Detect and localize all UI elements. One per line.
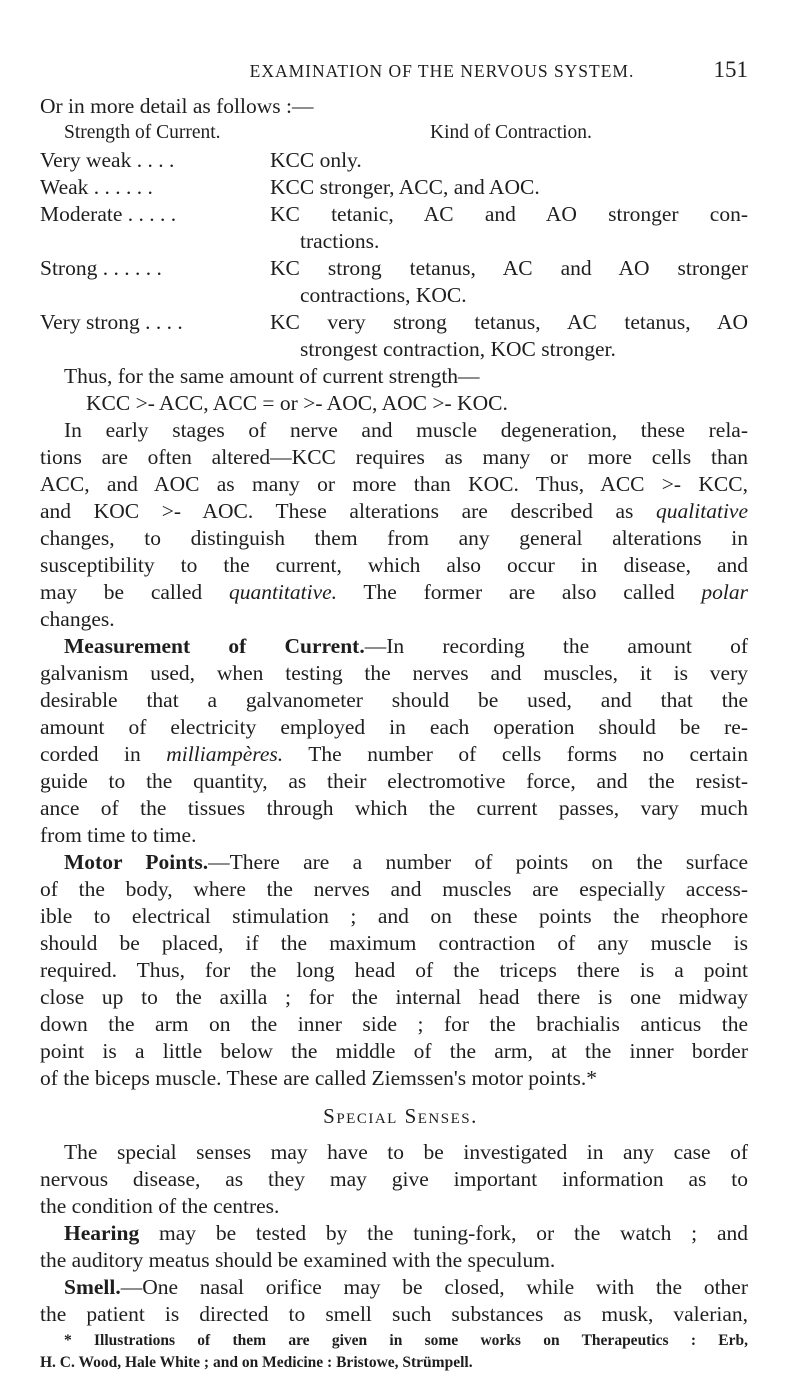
para2-line-7: ance of the tissues through which the current passes, vary much	[40, 796, 748, 820]
para3-line-4: should be placed, if the maximum contraction of any muscle is	[40, 931, 748, 955]
para6-line-1: Smell.—One nasal orifice may be closed, while with the other	[64, 1275, 748, 1299]
para1-line-5: changes, to distinguish them from any general alterations in	[40, 526, 748, 550]
table-col1-header: Strength of Current.	[64, 122, 221, 143]
heading-measurement-of-current: Measurement of Current.	[64, 634, 365, 658]
footnote-line-1: * Illustrations of them are given in some works on Therapeutics : Erb,	[64, 1332, 748, 1349]
para1-line-3: ACC, and AOC as many or more than KOC. Thus, ACC >- KCC,	[40, 472, 748, 496]
para2-line-6: guide to the quantity, as their electromotive force, and the resist-	[40, 769, 748, 793]
para1-line-4: and KOC >- AOC. These alterations are described as qualitative	[40, 499, 748, 523]
running-title: EXAMINATION OF THE NERVOUS SYSTEM.	[249, 61, 635, 81]
para4-line-3: the condition of the centres.	[40, 1194, 280, 1218]
kind-moderate-line-2: tractions.	[300, 229, 380, 253]
summary-formula: KCC >- ACC, ACC = or >- AOC, AOC >- KOC.	[86, 391, 508, 415]
intro-line: Or in more detail as follows :—	[40, 94, 314, 118]
strength-weak: Weak . . . . . .	[40, 175, 153, 199]
para3-line-7: down the arm on the inner side ; for the brachialis anticus the	[40, 1012, 748, 1036]
para3-line-2: of the body, where the nerves and muscles are especially access-	[40, 877, 748, 901]
kind-moderate-line-1: KC tetanic, AC and AO stronger con-	[270, 202, 748, 226]
para3-line-9: of the biceps muscle. These are called Ziemssen's motor points.*	[40, 1066, 597, 1090]
para2-line-1: Measurement of Current.—In recording the amount of	[64, 634, 748, 658]
kind-strong-line-1: KC strong tetanus, AC and AO stronger	[270, 256, 748, 280]
heading-motor-points: Motor Points.	[64, 850, 209, 874]
strength-moderate: Moderate . . . . .	[40, 202, 177, 226]
strength-very-weak: Very weak . . . .	[40, 148, 175, 172]
para4-line-1: The special senses may have to be investigated in any case of	[64, 1140, 748, 1164]
strength-very-strong: Very strong . . . .	[40, 310, 183, 334]
kind-very-strong-line-1: KC very strong tetanus, AC tetanus, AO	[270, 310, 748, 334]
strength-strong: Strong . . . . . .	[40, 256, 162, 280]
para2-line-5: corded in milliampères. The number of cells forms no certain	[40, 742, 748, 766]
kind-strong-line-2: contractions, KOC.	[300, 283, 467, 307]
heading-smell: Smell.	[64, 1275, 121, 1299]
kind-very-strong-line-2: strongest contraction, KOC stronger.	[300, 337, 616, 361]
footnote-line-2: H. C. Wood, Hale White ; and on Medicine : Bristowe, Strümpell.	[40, 1354, 473, 1371]
table-col2-header: Kind of Contraction.	[430, 122, 592, 143]
running-header	[0, 57, 801, 87]
page-number: 151	[713, 57, 748, 82]
para5-line-2: the auditory meatus should be examined with the speculum.	[40, 1248, 556, 1272]
kind-weak: KCC stronger, ACC, and AOC.	[270, 175, 540, 199]
heading-hearing: Hearing	[64, 1221, 140, 1245]
para3-line-5: required. Thus, for the long head of the triceps there is a point	[40, 958, 748, 982]
summary-line-1: Thus, for the same amount of current strength—	[64, 364, 480, 388]
para1-line-1: In early stages of nerve and muscle degeneration, these rela-	[64, 418, 748, 442]
para2-line-4: amount of electricity employed in each operation should be re-	[40, 715, 748, 739]
para3-line-8: point is a little below the middle of the arm, at the inner border	[40, 1039, 748, 1063]
section-heading: Special Senses.	[323, 1104, 478, 1128]
para6-line-2: the patient is directed to smell such substances as musk, valerian,	[40, 1302, 748, 1326]
para4-line-2: nervous disease, as they may give important information as to	[40, 1167, 748, 1191]
para2-line-2: galvanism used, when testing the nerves and muscles, it is very	[40, 661, 748, 685]
para2-line-8: from time to time.	[40, 823, 197, 847]
para3-line-3: ible to electrical stimulation ; and on these points the rheophore	[40, 904, 748, 928]
para1-line-6: susceptibility to the current, which also occur in disease, and	[40, 553, 748, 577]
para3-line-1: Motor Points.—There are a number of points on the surface	[64, 850, 748, 874]
para3-line-6: close up to the axilla ; for the internal head there is one midway	[40, 985, 748, 1009]
para1-line-7: may be called quantitative. The former are also called polar	[40, 580, 748, 604]
para5-line-1: Hearing may be tested by the tuning-fork, or the watch ; and	[64, 1221, 748, 1245]
para1-line-8: changes.	[40, 607, 115, 631]
para2-line-3: desirable that a galvanometer should be used, and that the	[40, 688, 748, 712]
kind-very-weak: KCC only.	[270, 148, 362, 172]
para1-line-2: tions are often altered—KCC requires as many or more cells than	[40, 445, 748, 469]
